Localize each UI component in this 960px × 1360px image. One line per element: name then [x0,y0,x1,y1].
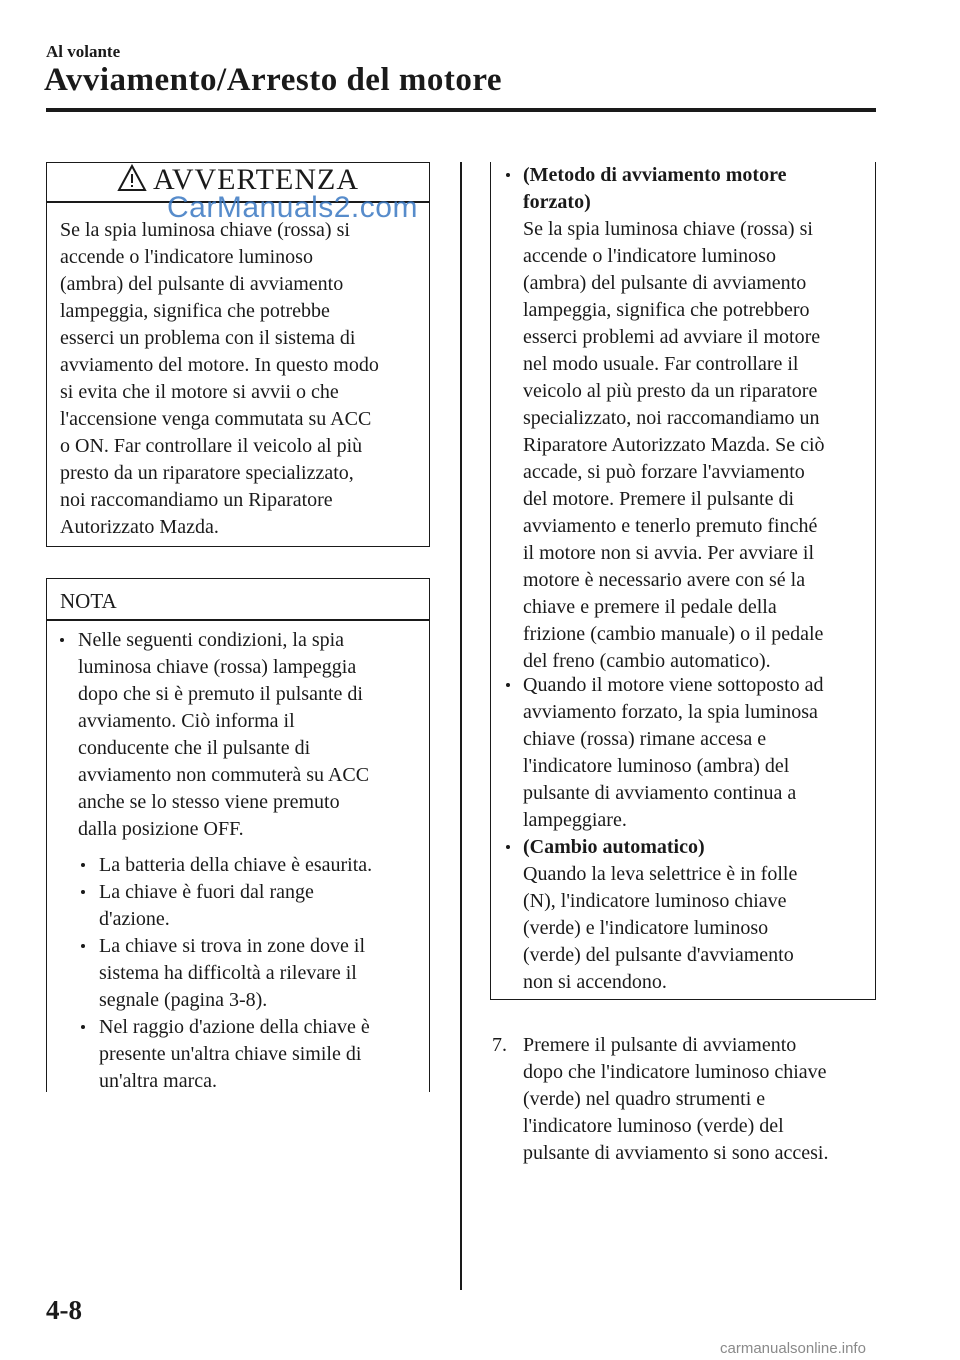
text-line: Riparatore Autorizzato Mazda. Se ciò [523,434,825,456]
nota-sub-bullet [81,1014,426,1095]
bullet-dot-icon [506,173,510,177]
nota-bullet [506,672,866,834]
text-line: lampeggia, significa che potrebbero [523,299,810,321]
nota-divider [47,619,429,621]
text-line: avviamento e tenerlo premuto finché [523,515,818,537]
nota-sub-bullet [81,879,426,933]
text-line: non si accendono. [523,971,667,993]
text-line: l'indicatore luminoso (ambra) del [523,755,790,777]
step-text [523,1032,868,1167]
text-line: del motore. Premere il pulsante di [523,488,795,510]
bullet-dot-icon [60,638,64,642]
bullet-heading: (Metodo di avviamento motore [523,164,787,186]
bullet-heading: (Cambio automatico) [523,836,705,858]
text-line: (ambra) del pulsante di avviamento [523,272,807,294]
text-line: del freno (cambio automatico). [523,650,771,672]
text-line: Quando la leva selettrice è in folle [523,863,798,885]
text-line: dalla posizione OFF. [78,818,244,840]
text-line: motore è necessario avere con sé la [523,569,806,591]
nota-sub-bullet [81,852,426,879]
text-line: Premere il pulsante di avviamento [523,1034,797,1056]
nota-continued-box [490,162,876,1000]
header-rule [46,108,876,112]
text-line: Se la spia luminosa chiave (rossa) si [523,218,813,240]
text-line: avviamento. Ciò informa il [78,710,295,732]
text-line: Nel raggio d'azione della chiave è [99,1016,370,1038]
bullet-heading: forzato) [523,191,591,213]
text-line: segnale (pagina 3-8). [99,989,268,1011]
text-line: il motore non si avvia. Per avviare il [523,542,815,564]
footer-site-logo: carmanualsonline.info [720,1340,866,1357]
text-line: chiave (rossa) rimane accesa e [523,728,767,750]
bullet-dot-icon [81,863,85,867]
text-line: La chiave è fuori dal range [99,881,314,903]
bullet-dot-icon [506,845,510,849]
bullet-dot-icon [81,944,85,948]
text-line: Se la spia luminosa chiave (rossa) si [60,219,350,241]
text-line: d'azione. [99,908,170,930]
nota-sub-bullet [81,933,426,1014]
text-line: sistema ha difficoltà a rilevare il [99,962,357,984]
text-line: specializzato, noi raccomandiamo un [523,407,820,429]
watermark: CarManuals2.com [167,191,418,224]
text-line: pulsante di avviamento continua a [523,782,797,804]
warning-text [60,217,425,541]
text-line: accende o l'indicatore luminoso [60,246,313,268]
text-line: anche se lo stesso viene premuto [78,791,340,813]
text-line: si evita che il motore si avvii o che [60,381,339,403]
text-line: (verde) e l'indicatore luminoso [523,917,769,939]
step-number: 7. [492,1034,507,1056]
bullet-dot-icon [81,1025,85,1029]
text-line: presto da un riparatore specializzato, [60,462,354,484]
text-line: esserci problemi ad avviare il motore [523,326,821,348]
text-line: dopo che l'indicatore luminoso chiave [523,1061,827,1083]
text-line: Quando il motore viene sottoposto ad [523,674,824,696]
text-line: (ambra) del pulsante di avviamento [60,273,344,295]
text-line: presente un'altra chiave simile di [99,1043,362,1065]
text-line: dopo che si è premuto il pulsante di [78,683,363,705]
text-line: avviamento del motore. In questo modo [60,354,379,376]
text-line: La chiave si trova in zone dove il [99,935,366,957]
text-line: l'accensione venga commutata su ACC [60,408,372,430]
bullet-dot-icon [81,890,85,894]
text-line: accende o l'indicatore luminoso [523,245,776,267]
text-line: accade, si può forzare l'avviamento [523,461,805,483]
text-line: Autorizzato Mazda. [60,516,219,538]
text-line: l'indicatore luminoso (verde) del [523,1115,784,1137]
text-line: La batteria della chiave è esaurita. [99,854,373,876]
nota-bullet [506,834,866,996]
nota-bullet [60,627,420,843]
warning-triangle-icon [117,164,147,197]
text-line: Nelle seguenti condizioni, la spia [78,629,345,651]
nota-title: NOTA [60,589,117,613]
text-line: veicolo al più presto da un riparatore [523,380,818,402]
column-divider [460,162,462,1290]
text-line: luminosa chiave (rossa) lampeggia [78,656,357,678]
text-line: un'altra marca. [99,1070,217,1092]
bullet-dot-icon [506,683,510,687]
text-line: (verde) nel quadro strumenti e [523,1088,766,1110]
page-number: 4-8 [46,1295,82,1325]
text-line: avviamento non commuterà su ACC [78,764,370,786]
text-line: pulsante di avviamento si sono accesi. [523,1142,829,1164]
text-line: o ON. Far controllare il veicolo al più [60,435,363,457]
nota-bullet [506,162,866,675]
page-title: Avviamento/Arresto del motore [44,62,503,98]
text-line: lampeggia, significa che potrebbe [60,300,330,322]
text-line: (N), l'indicatore luminoso chiave [523,890,787,912]
text-line: conducente che il pulsante di [78,737,311,759]
text-line: (verde) del pulsante d'avviamento [523,944,794,966]
nota-box [46,578,430,1092]
text-line: chiave e premere il pedale della [523,596,777,618]
section-label: Al volante [46,42,121,61]
text-line: frizione (cambio manuale) o il pedale [523,623,824,645]
text-line: lampeggiare. [523,809,627,831]
warning-box [46,162,430,547]
text-line: nel modo usuale. Far controllare il [523,353,799,375]
text-line: noi raccomandiamo un Riparatore [60,489,333,511]
text-line: esserci un problema con il sistema di [60,327,356,349]
warning-title: AVVERTENZA [153,163,359,196]
text-line: avviamento forzato, la spia luminosa [523,701,818,723]
